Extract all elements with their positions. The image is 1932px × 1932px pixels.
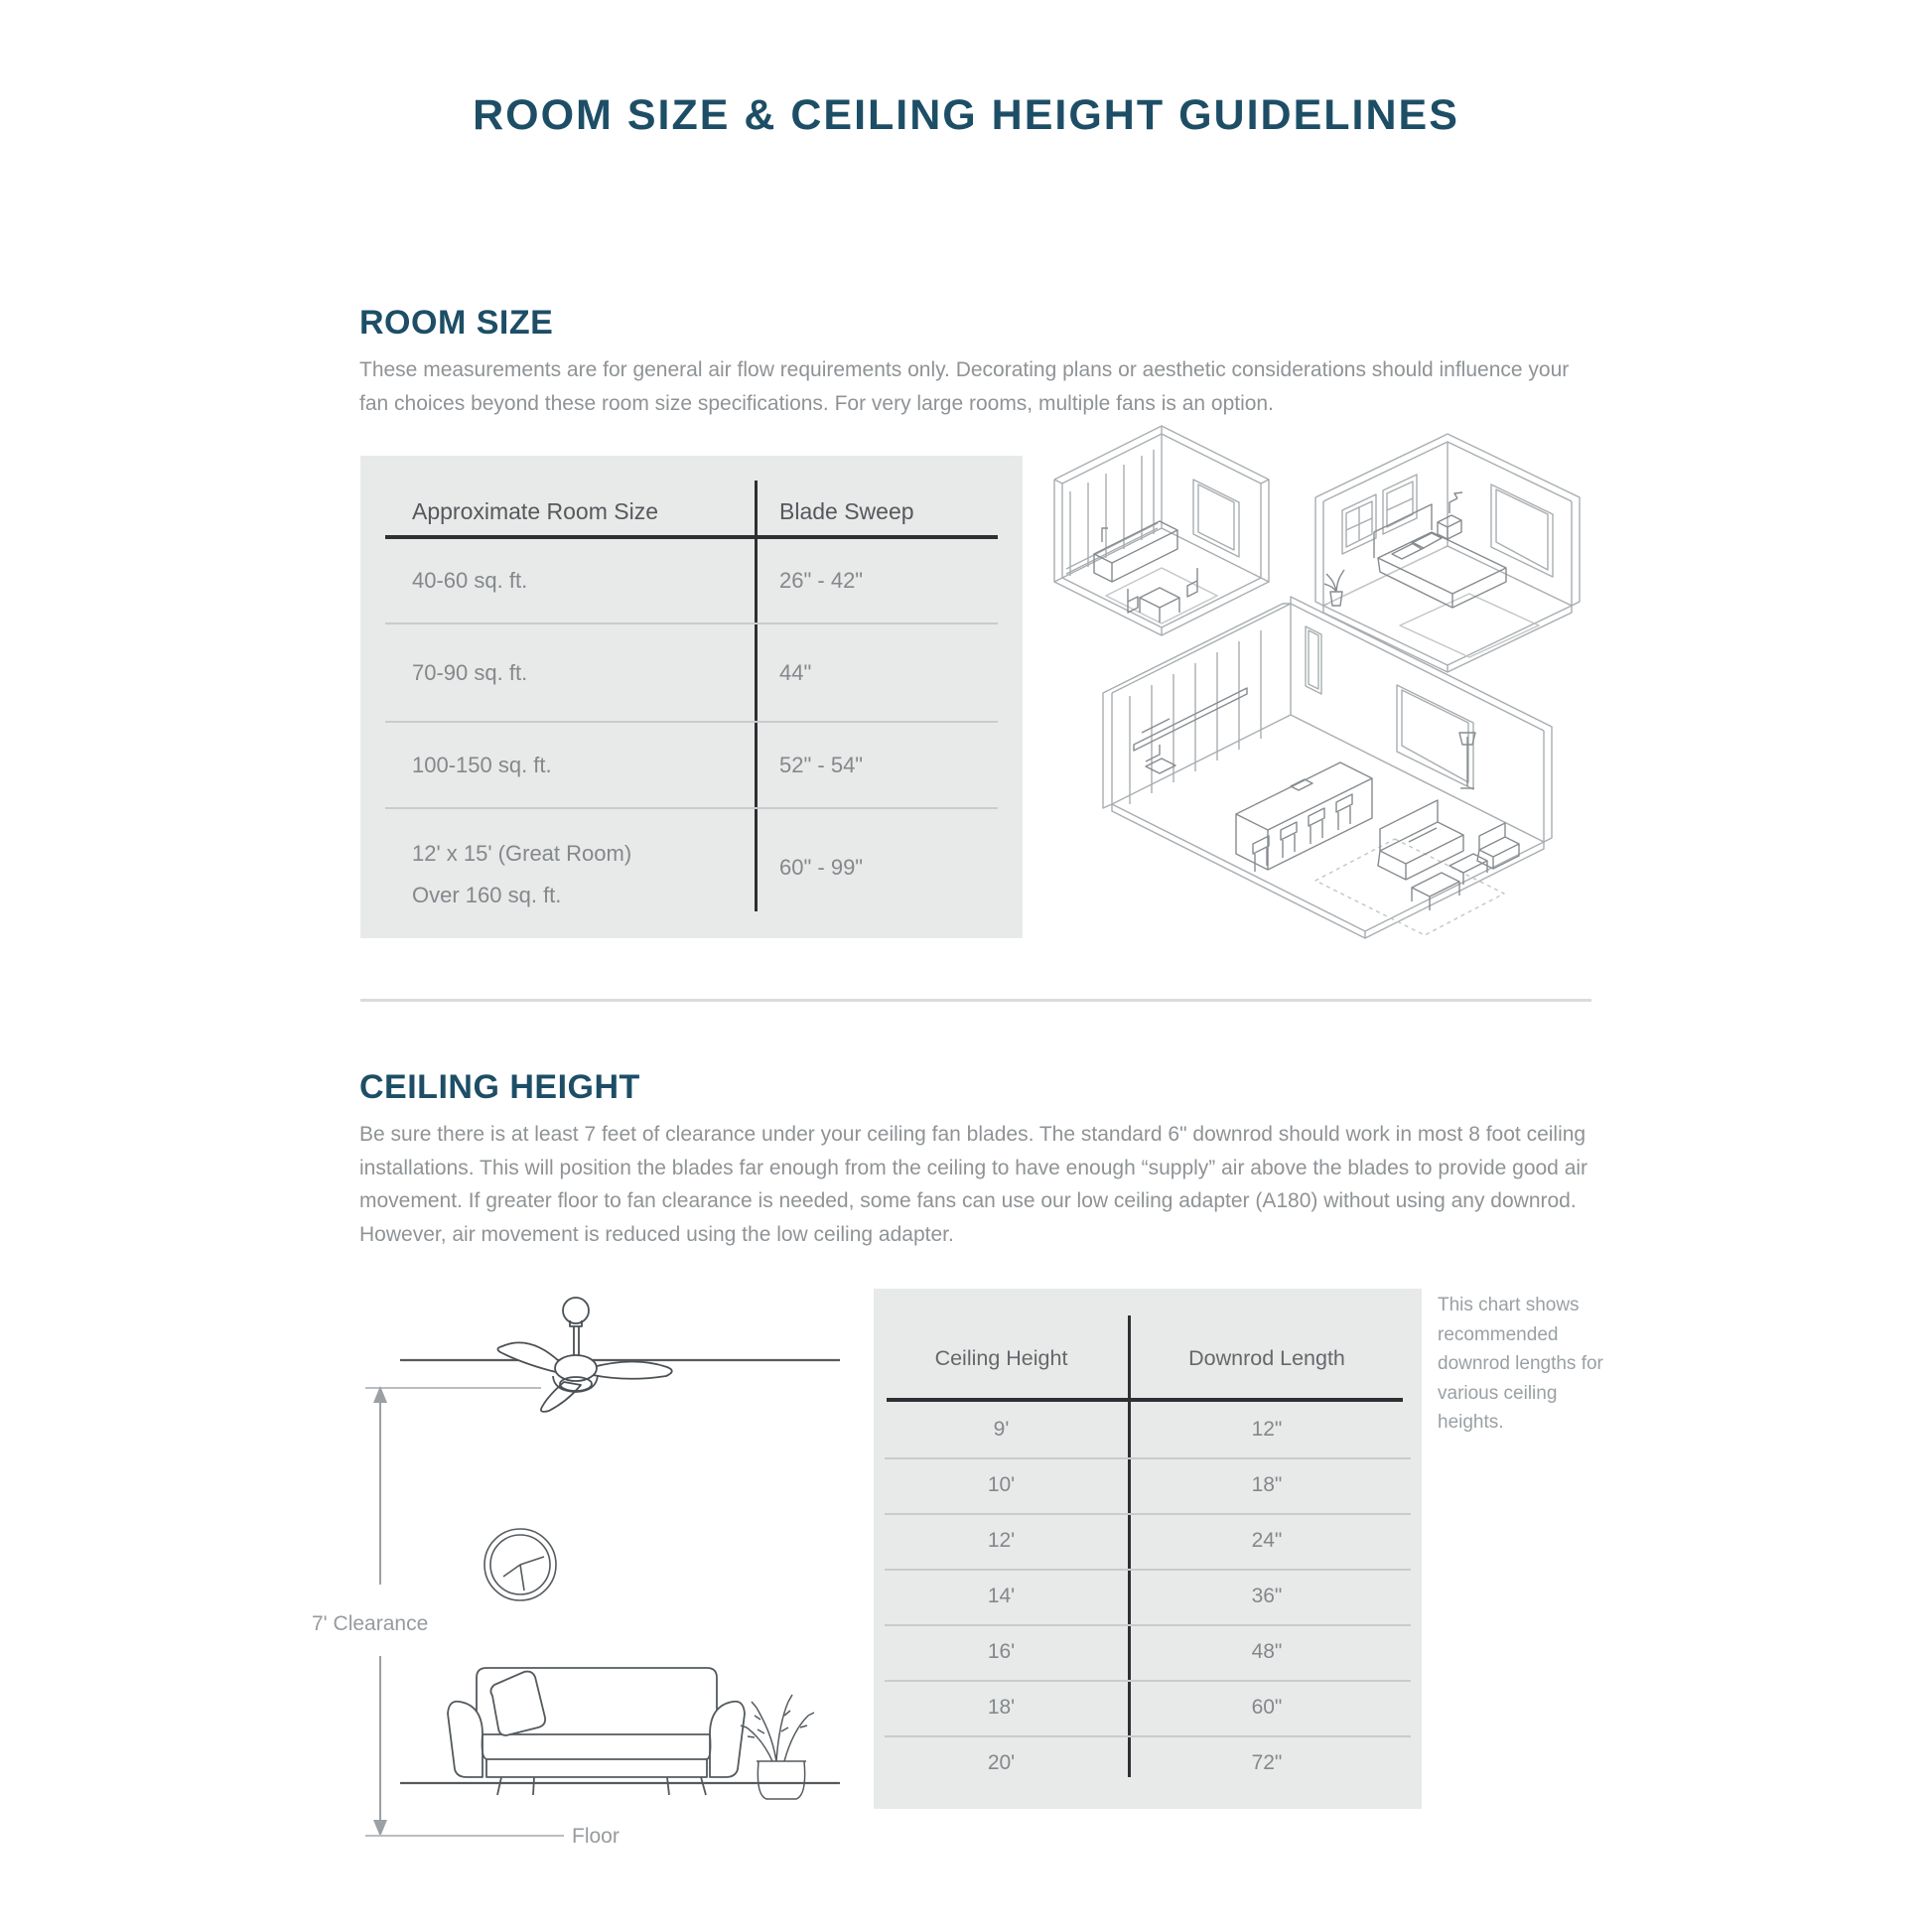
ceiling-height-table <box>874 1289 1422 1809</box>
blade-sweep-cell: 26" - 42" <box>779 568 864 593</box>
room-size-col-header-sweep: Blade Sweep <box>779 498 914 524</box>
room-size-cell-line1: 12' x 15' (Great Room) <box>412 841 632 866</box>
table-row <box>874 1513 1422 1569</box>
downrod-length-cell: 18" <box>1251 1473 1283 1496</box>
table-row <box>360 539 1023 622</box>
page-title: ROOM SIZE & CEILING HEIGHT GUIDELINES <box>473 91 1459 139</box>
clearance-diagram <box>298 1281 874 1866</box>
table-row <box>360 624 1023 721</box>
chart-note: This chart shows recommended downrod lengths for various ceiling heights. <box>1438 1295 1603 1433</box>
ceiling-fan-icon <box>497 1298 671 1412</box>
blade-sweep-cell: 44" <box>779 660 812 685</box>
downrod-length-cell: 72" <box>1251 1751 1283 1774</box>
ceiling-height-cell: 9' <box>993 1418 1010 1441</box>
room-illustration-small <box>1054 426 1269 635</box>
room-size-table <box>360 456 1023 938</box>
ceiling-height-col-header: Ceiling Height <box>934 1346 1068 1370</box>
room-size-cell: 100-150 sq. ft. <box>412 753 552 777</box>
ceiling-height-cell: 10' <box>987 1473 1016 1496</box>
ceiling-height-cell: 14' <box>987 1585 1016 1607</box>
table-row <box>874 1735 1422 1791</box>
room-illustrations <box>1042 417 1618 993</box>
room-size-cell <box>412 833 631 916</box>
ceiling-height-description: Be sure there is at least 7 feet of clearance under your ceiling fan blades. The standard 6" downrod should work in most 8 foot ceiling installations. This will position the blades far enough from the ceiling to have enough “supply” air above the blades to provide good air movement. If greater floor to fan clearance is needed, some fans can use our low ceiling adapter (A180) without using any downrod. However, air movement is reduced using the low ceiling adapter. <box>359 1123 1588 1246</box>
ceiling-height-cell: 16' <box>987 1640 1016 1663</box>
section-divider <box>360 999 1591 1002</box>
downrod-length-cell: 24" <box>1251 1529 1283 1552</box>
room-size-cell: 40-60 sq. ft. <box>412 568 528 593</box>
table-row <box>360 723 1023 807</box>
clock-icon <box>484 1529 556 1600</box>
table-row <box>874 1624 1422 1680</box>
ceiling-height-heading: CEILING HEIGHT <box>359 1068 640 1106</box>
room-size-cell-line2: Over 160 sq. ft. <box>412 883 562 907</box>
table-row <box>874 1569 1422 1624</box>
table-row <box>360 809 1023 938</box>
room-size-cell: 70-90 sq. ft. <box>412 660 528 685</box>
floor-label: Floor <box>572 1825 620 1848</box>
blade-sweep-cell: 60" - 99" <box>779 855 864 880</box>
table-row <box>874 1457 1422 1513</box>
ceiling-height-cell: 20' <box>987 1751 1016 1774</box>
room-size-heading: ROOM SIZE <box>359 304 554 342</box>
blade-sweep-cell: 52" - 54" <box>779 753 864 777</box>
clearance-dimension-arrow <box>373 1386 387 1837</box>
ceiling-height-cell: 12' <box>987 1529 1016 1552</box>
ceiling-height-cell: 18' <box>987 1696 1016 1719</box>
table-row <box>874 1680 1422 1735</box>
downrod-length-cell: 36" <box>1251 1585 1283 1607</box>
downrod-length-cell: 12" <box>1251 1418 1283 1441</box>
sofa-icon <box>448 1668 745 1795</box>
table-row <box>874 1402 1422 1457</box>
room-size-description: These measurements are for general air flow requirements only. Decorating plans or aesthetic considerations should influence your fan choices beyond these room size specifications. For very large rooms, multiple fans is an option. <box>359 358 1570 415</box>
downrod-length-cell: 60" <box>1251 1696 1283 1719</box>
room-size-col-header-size: Approximate Room Size <box>412 498 658 524</box>
downrod-length-col-header: Downrod Length <box>1188 1346 1345 1370</box>
clearance-label: 7' Clearance <box>312 1612 429 1635</box>
downrod-length-cell: 48" <box>1251 1640 1283 1663</box>
